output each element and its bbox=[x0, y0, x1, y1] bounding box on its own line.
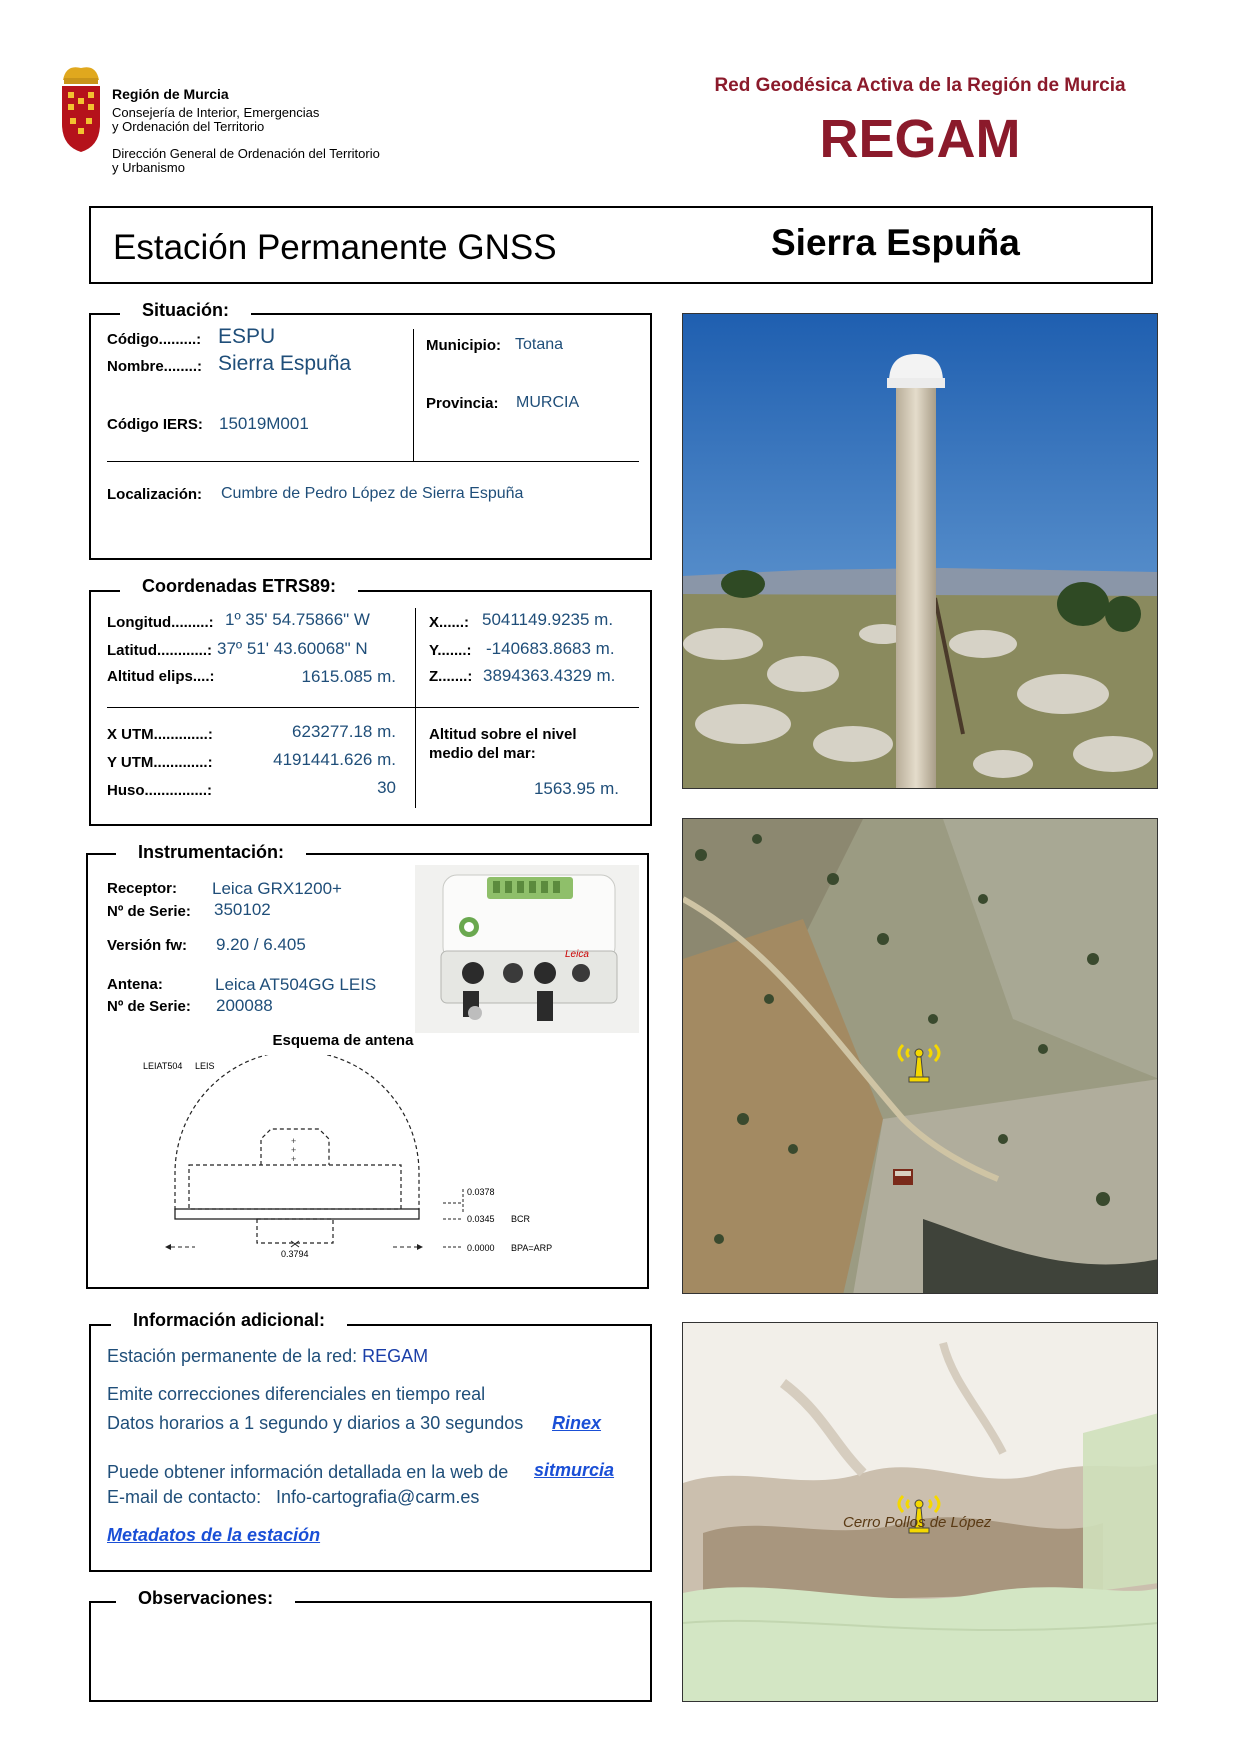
email-value[interactable]: Info-cartografia@carm.es bbox=[276, 1487, 480, 1507]
localizacion-label: Localización: bbox=[107, 486, 203, 503]
municipio-label: Municipio: bbox=[426, 337, 501, 354]
yutm-label: Y UTM.............: bbox=[107, 754, 213, 771]
altitud-label: Altitud elips....: bbox=[107, 668, 215, 685]
esquema-title: Esquema de antena bbox=[272, 1032, 414, 1049]
info-line4: Puede obtener información detallada en la web de bbox=[107, 1462, 509, 1482]
nombre-label: Nombre........: bbox=[107, 358, 203, 375]
diagram-v3: 0.0000 bbox=[467, 1243, 495, 1253]
receptor-serie-value: 350102 bbox=[214, 900, 271, 919]
provincia-value: MURCIA bbox=[516, 394, 580, 411]
receptor-serie-label: Nº de Serie: bbox=[107, 903, 191, 920]
longitud-label: Longitud.........: bbox=[107, 614, 214, 631]
region-logo bbox=[58, 62, 104, 154]
info-panel bbox=[89, 1324, 652, 1572]
org-dept-line1: Consejería de Interior, Emergencias bbox=[112, 105, 320, 120]
latitud-label: Latitud............: bbox=[107, 642, 212, 659]
yutm-value: 4191441.626 m. bbox=[273, 750, 396, 769]
version-label: Versión fw: bbox=[107, 937, 188, 954]
y-value: -140683.8683 m. bbox=[486, 639, 615, 658]
title-bar bbox=[89, 206, 1153, 284]
situacion-legend: Situación: bbox=[120, 300, 251, 321]
coord-vertical-divider bbox=[415, 608, 416, 808]
antenna-diagram bbox=[143, 1055, 583, 1277]
info-line1-text: Estación permanente de la red: bbox=[107, 1346, 363, 1366]
observaciones-legend: Observaciones: bbox=[116, 1588, 295, 1609]
alt-mar-value: 1563.95 m. bbox=[533, 779, 619, 798]
iers-value: 15019M001 bbox=[219, 414, 309, 433]
svg-text:+: + bbox=[291, 1145, 297, 1155]
antena-serie-value: 200088 bbox=[216, 996, 273, 1015]
info-legend: Información adicional: bbox=[111, 1310, 347, 1331]
diagram-v3-label: BPA=ARP bbox=[511, 1243, 553, 1253]
diagram-v2-label: BCR bbox=[511, 1214, 531, 1224]
org-dept-line4: y Urbanismo bbox=[112, 160, 185, 175]
xutm-value: 623277.18 m. bbox=[292, 722, 396, 741]
receptor-label: Receptor: bbox=[107, 880, 178, 897]
network-name: Red Geodésica Activa de la Región de Murcia bbox=[714, 75, 1126, 96]
org-name: Región de Murcia bbox=[112, 86, 229, 102]
diagram-width-label: 0.3794 bbox=[281, 1249, 309, 1259]
huso-label: Huso...............: bbox=[107, 782, 213, 799]
regam-link[interactable]: REGAM bbox=[362, 1346, 429, 1366]
alt-mar-label-line1: Altitud sobre el nivel bbox=[429, 726, 577, 743]
instrumentacion-panel bbox=[86, 853, 649, 1289]
org-dept-line2: y Ordenación del Territorio bbox=[112, 119, 265, 134]
svg-text:+: + bbox=[291, 1136, 297, 1146]
diagram-v2: 0.0345 bbox=[467, 1214, 495, 1224]
x-value: 5041149.9235 m. bbox=[482, 610, 614, 629]
alt-mar-label-line2: medio del mar: bbox=[429, 745, 536, 762]
info-line3: Datos horarios a 1 segundo y diarios a 30 segundos bbox=[107, 1413, 524, 1433]
org-dept-line3: Dirección General de Ordenación del Territorio bbox=[112, 146, 380, 161]
huso-value: 30 bbox=[377, 778, 396, 797]
situacion-horizontal-divider bbox=[107, 461, 639, 462]
rinex-link[interactable]: Rinex bbox=[552, 1413, 602, 1433]
antena-serie-label: Nº de Serie: bbox=[107, 998, 191, 1015]
antena-label: Antena: bbox=[107, 976, 163, 993]
antena-value: Leica AT504GG LEIS bbox=[215, 975, 377, 994]
map-place-label: Cerro Pollos de López bbox=[843, 1514, 992, 1531]
station-photo bbox=[682, 313, 1158, 789]
email-label: E-mail de contacto: bbox=[107, 1487, 262, 1507]
version-value: 9.20 / 6.405 bbox=[216, 935, 306, 954]
station-title: Sierra Espuña bbox=[771, 222, 1020, 263]
codigo-value: ESPU bbox=[218, 325, 276, 348]
xutm-label: X UTM.............: bbox=[107, 726, 213, 743]
network-acronym: REGAM bbox=[819, 109, 1021, 169]
coordenadas-panel bbox=[89, 590, 652, 826]
altitud-value: 1615.085 m. bbox=[301, 667, 396, 686]
sitmurcia-link[interactable]: sitmurcia bbox=[534, 1460, 615, 1480]
z-value: 3894363.4329 m. bbox=[483, 666, 616, 685]
codigo-label: Código.........: bbox=[107, 331, 202, 348]
coordenadas-legend: Coordenadas ETRS89: bbox=[120, 576, 358, 597]
y-label: Y.......: bbox=[429, 642, 472, 659]
iers-label: Código IERS: bbox=[107, 416, 203, 433]
x-label: X......: bbox=[429, 614, 470, 631]
situacion-vertical-divider bbox=[413, 329, 414, 461]
station-marker-aerial bbox=[893, 1037, 945, 1085]
provincia-label: Provincia: bbox=[426, 395, 499, 412]
receptor-value: Leica GRX1200+ bbox=[212, 879, 342, 898]
svg-text:Leica: Leica bbox=[565, 949, 589, 960]
receiver-photo bbox=[415, 865, 639, 1033]
relief-map bbox=[682, 1322, 1158, 1702]
nombre-value: Sierra Espuña bbox=[218, 352, 352, 375]
info-line2: Emite correcciones diferenciales en tiempo real bbox=[107, 1384, 486, 1404]
coord-horizontal-divider bbox=[107, 707, 639, 708]
observaciones-panel bbox=[89, 1601, 652, 1702]
localizacion-value: Cumbre de Pedro López de Sierra Espuña bbox=[221, 485, 524, 502]
instrumentacion-legend: Instrumentación: bbox=[116, 842, 306, 863]
aerial-photo bbox=[682, 818, 1158, 1294]
longitud-value: 1º 35' 54.75866" W bbox=[225, 610, 370, 629]
info-line1 bbox=[107, 1346, 428, 1367]
metadatos-link[interactable]: Metadatos de la estación bbox=[107, 1525, 321, 1545]
title-left: Estación Permanente GNSS bbox=[113, 228, 557, 267]
svg-text:+: + bbox=[291, 1154, 297, 1164]
diagram-radome-label: LEIS bbox=[195, 1061, 215, 1071]
z-label: Z.......: bbox=[429, 668, 473, 685]
municipio-value: Totana bbox=[515, 336, 564, 353]
diagram-model-label: LEIAT504 bbox=[143, 1061, 183, 1071]
situacion-panel bbox=[89, 313, 652, 560]
latitud-value: 37º 51' 43.60068" N bbox=[217, 639, 368, 658]
diagram-v1: 0.0378 bbox=[467, 1187, 495, 1197]
